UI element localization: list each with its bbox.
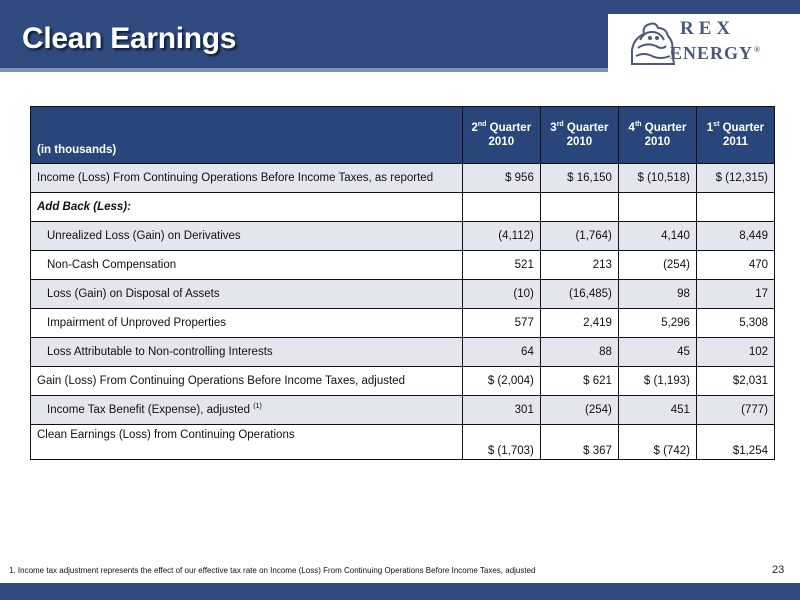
company-logo: [608, 14, 800, 72]
column-word: Quarter: [566, 122, 609, 134]
cell-value: 5,308: [696, 309, 774, 338]
row-label: Impairment of Unproved Properties: [31, 309, 463, 338]
page-title: Clean Earnings: [22, 22, 237, 55]
cell-value: $ (1,703): [462, 425, 540, 460]
column-word: Quarter: [644, 122, 687, 134]
cell-value: 17: [696, 280, 774, 309]
column-ordinal-suffix: rd: [556, 121, 564, 129]
cell-value: 88: [540, 338, 618, 367]
cell-value: 2,419: [540, 309, 618, 338]
cell-value: $ 16,150: [540, 164, 618, 193]
table-row: [31, 396, 775, 425]
cell-value: 577: [462, 309, 540, 338]
row-label: Gain (Loss) From Continuing Operations Before Income Taxes, adjusted: [31, 367, 463, 396]
cell-value: (777): [696, 396, 774, 425]
cell-value: [618, 193, 696, 222]
cell-value: (254): [540, 396, 618, 425]
cell-value: (10): [462, 280, 540, 309]
unit-label: (in thousands): [31, 107, 463, 164]
row-label: Income (Loss) From Continuing Operations Before Income Taxes, as reported: [31, 164, 463, 193]
column-year: 2011: [722, 136, 748, 148]
table-row: [31, 367, 775, 396]
column-ordinal: 2: [471, 122, 478, 134]
logo-energy-word: ENERGY: [670, 43, 754, 63]
column-ordinal-suffix: nd: [477, 121, 487, 129]
column-ordinal: 1: [706, 122, 714, 134]
row-label: Loss Attributable to Non-controlling Interests: [31, 338, 463, 367]
table-header-row: [31, 107, 775, 164]
column-header: [462, 107, 540, 164]
row-label-text: Income Tax Benefit (Expense), adjusted: [47, 404, 251, 416]
logo-rex-text: REX: [680, 18, 736, 39]
cell-value: 470: [696, 251, 774, 280]
cell-value: (16,485): [540, 280, 618, 309]
cell-value: $ (2,004): [462, 367, 540, 396]
row-label: [31, 396, 463, 425]
footnote: 1. Income tax adjustment represents the effect of our effective tax rate on Income (Loss) From Continuing Operations Before Income Taxes, adjusted: [9, 566, 536, 575]
page-number: 23: [772, 564, 785, 576]
table-row: [31, 280, 775, 309]
clean-earnings-table: [30, 106, 775, 460]
cell-value: $ 956: [462, 164, 540, 193]
logo-energy-text: [670, 40, 761, 63]
column-header: [696, 107, 774, 164]
column-word: Quarter: [489, 122, 532, 134]
cell-value: [540, 193, 618, 222]
table-row: [31, 309, 775, 338]
cell-value: 521: [462, 251, 540, 280]
column-year: 2010: [488, 136, 515, 148]
table-row: [31, 338, 775, 367]
cell-value: (4,112): [462, 222, 540, 251]
table-row: [31, 164, 775, 193]
table-row: [31, 251, 775, 280]
table-row: [31, 193, 775, 222]
cell-value: 102: [696, 338, 774, 367]
footer-bar: [0, 583, 800, 600]
cell-value: $1,254: [696, 425, 774, 460]
cell-value: 64: [462, 338, 540, 367]
cell-value: [462, 193, 540, 222]
column-ordinal: 3: [550, 122, 557, 134]
table-row: [31, 222, 775, 251]
cell-value: 4,140: [618, 222, 696, 251]
cell-value: 98: [618, 280, 696, 309]
cell-value: $ 621: [540, 367, 618, 396]
cell-value: $ (12,315): [696, 164, 774, 193]
cell-value: $ (1,193): [618, 367, 696, 396]
registered-mark: ®: [754, 45, 761, 54]
cell-value: 5,296: [618, 309, 696, 338]
cell-value: 301: [462, 396, 540, 425]
cell-value: 45: [618, 338, 696, 367]
column-ordinal-suffix: th: [634, 121, 642, 129]
cell-value: $ (10,518): [618, 164, 696, 193]
cell-value: $2,031: [696, 367, 774, 396]
row-label: Add Back (Less):: [31, 193, 463, 222]
cell-value: $ (742): [618, 425, 696, 460]
cell-value: 451: [618, 396, 696, 425]
row-label: Non-Cash Compensation: [31, 251, 463, 280]
cell-value: (1,764): [540, 222, 618, 251]
column-word: Quarter: [722, 122, 765, 134]
cell-value: (254): [618, 251, 696, 280]
column-header: [540, 107, 618, 164]
logo-wordmark: [670, 18, 761, 63]
row-label: Unrealized Loss (Gain) on Derivatives: [31, 222, 463, 251]
column-ordinal: 4: [628, 122, 635, 134]
cell-value: 8,449: [696, 222, 774, 251]
column-year: 2010: [566, 136, 593, 148]
cell-value: 213: [540, 251, 618, 280]
row-label: Clean Earnings (Loss) from Continuing Operations: [31, 425, 463, 460]
column-ordinal-suffix: st: [713, 121, 720, 129]
row-label: Loss (Gain) on Disposal of Assets: [31, 280, 463, 309]
footnote-marker: (1): [253, 403, 262, 411]
column-year: 2010: [644, 136, 671, 148]
cell-value: $ 367: [540, 425, 618, 460]
table-row: [31, 425, 775, 460]
cell-value: [696, 193, 774, 222]
column-header: [618, 107, 696, 164]
